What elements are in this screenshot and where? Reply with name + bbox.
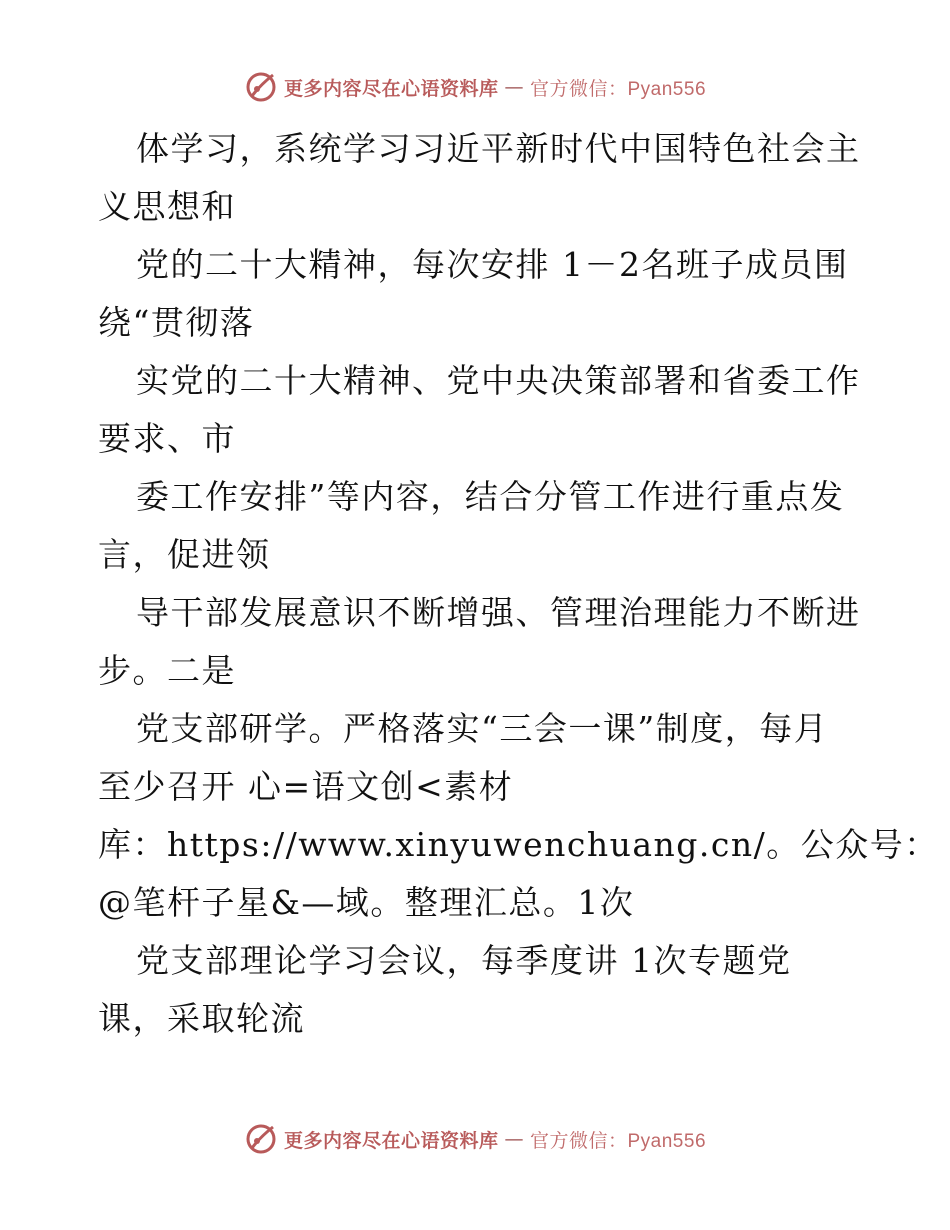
text-line-3: 党的二十大精神，每次安排 1－2名班子成员围 <box>136 245 849 284</box>
text-line-5: 实党的二十大精神、党中央决策部署和省委工作 <box>136 361 861 400</box>
text-line-7: 委工作安排”等内容，结合分管工作进行重点发 <box>136 477 845 516</box>
text-line-16: 课，采取轮流 <box>98 999 305 1038</box>
text-line-14: @笔杆子星&—域。整理汇总。1次 <box>98 883 635 922</box>
text-line-2: 义思想和 <box>98 187 236 226</box>
watermark-text: 更多内容尽在心语资料库 <box>283 1129 499 1152</box>
watermark-account: 官方微信：Pyan556 <box>530 78 707 100</box>
quill-swirl-icon <box>244 1122 278 1156</box>
text-line-15: 党支部理论学习会议，每季度讲 1次专题党 <box>136 941 792 980</box>
text-line-13: 库：https://www.xinyuwenchuang.cn/。公众号： <box>98 825 939 864</box>
text-line-4: 绕“贯彻落 <box>98 303 255 342</box>
text-line-8: 言，促进领 <box>98 535 271 574</box>
text-line-6: 要求、市 <box>98 419 236 458</box>
quill-swirl-icon <box>244 70 278 104</box>
watermark-separator: — <box>504 1128 524 1150</box>
watermark-text: 更多内容尽在心语资料库 <box>283 77 499 100</box>
header-watermark <box>0 70 950 104</box>
text-line-12: 至少召开 心=语文创<素材 <box>98 767 514 806</box>
text-line-11: 党支部研学。严格落实“三会一课”制度，每月 <box>136 709 829 748</box>
text-line-9: 导干部发展意识不断增强、管理治理能力不断进 <box>136 593 861 632</box>
text-line-1: 体学习，系统学习习近平新时代中国特色社会主 <box>136 129 861 168</box>
text-line-10: 步。二是 <box>98 651 236 690</box>
watermark-account: 官方微信：Pyan556 <box>530 1130 707 1152</box>
footer-watermark <box>0 1122 950 1156</box>
watermark-separator: — <box>504 76 524 98</box>
document-body <box>98 120 939 1048</box>
